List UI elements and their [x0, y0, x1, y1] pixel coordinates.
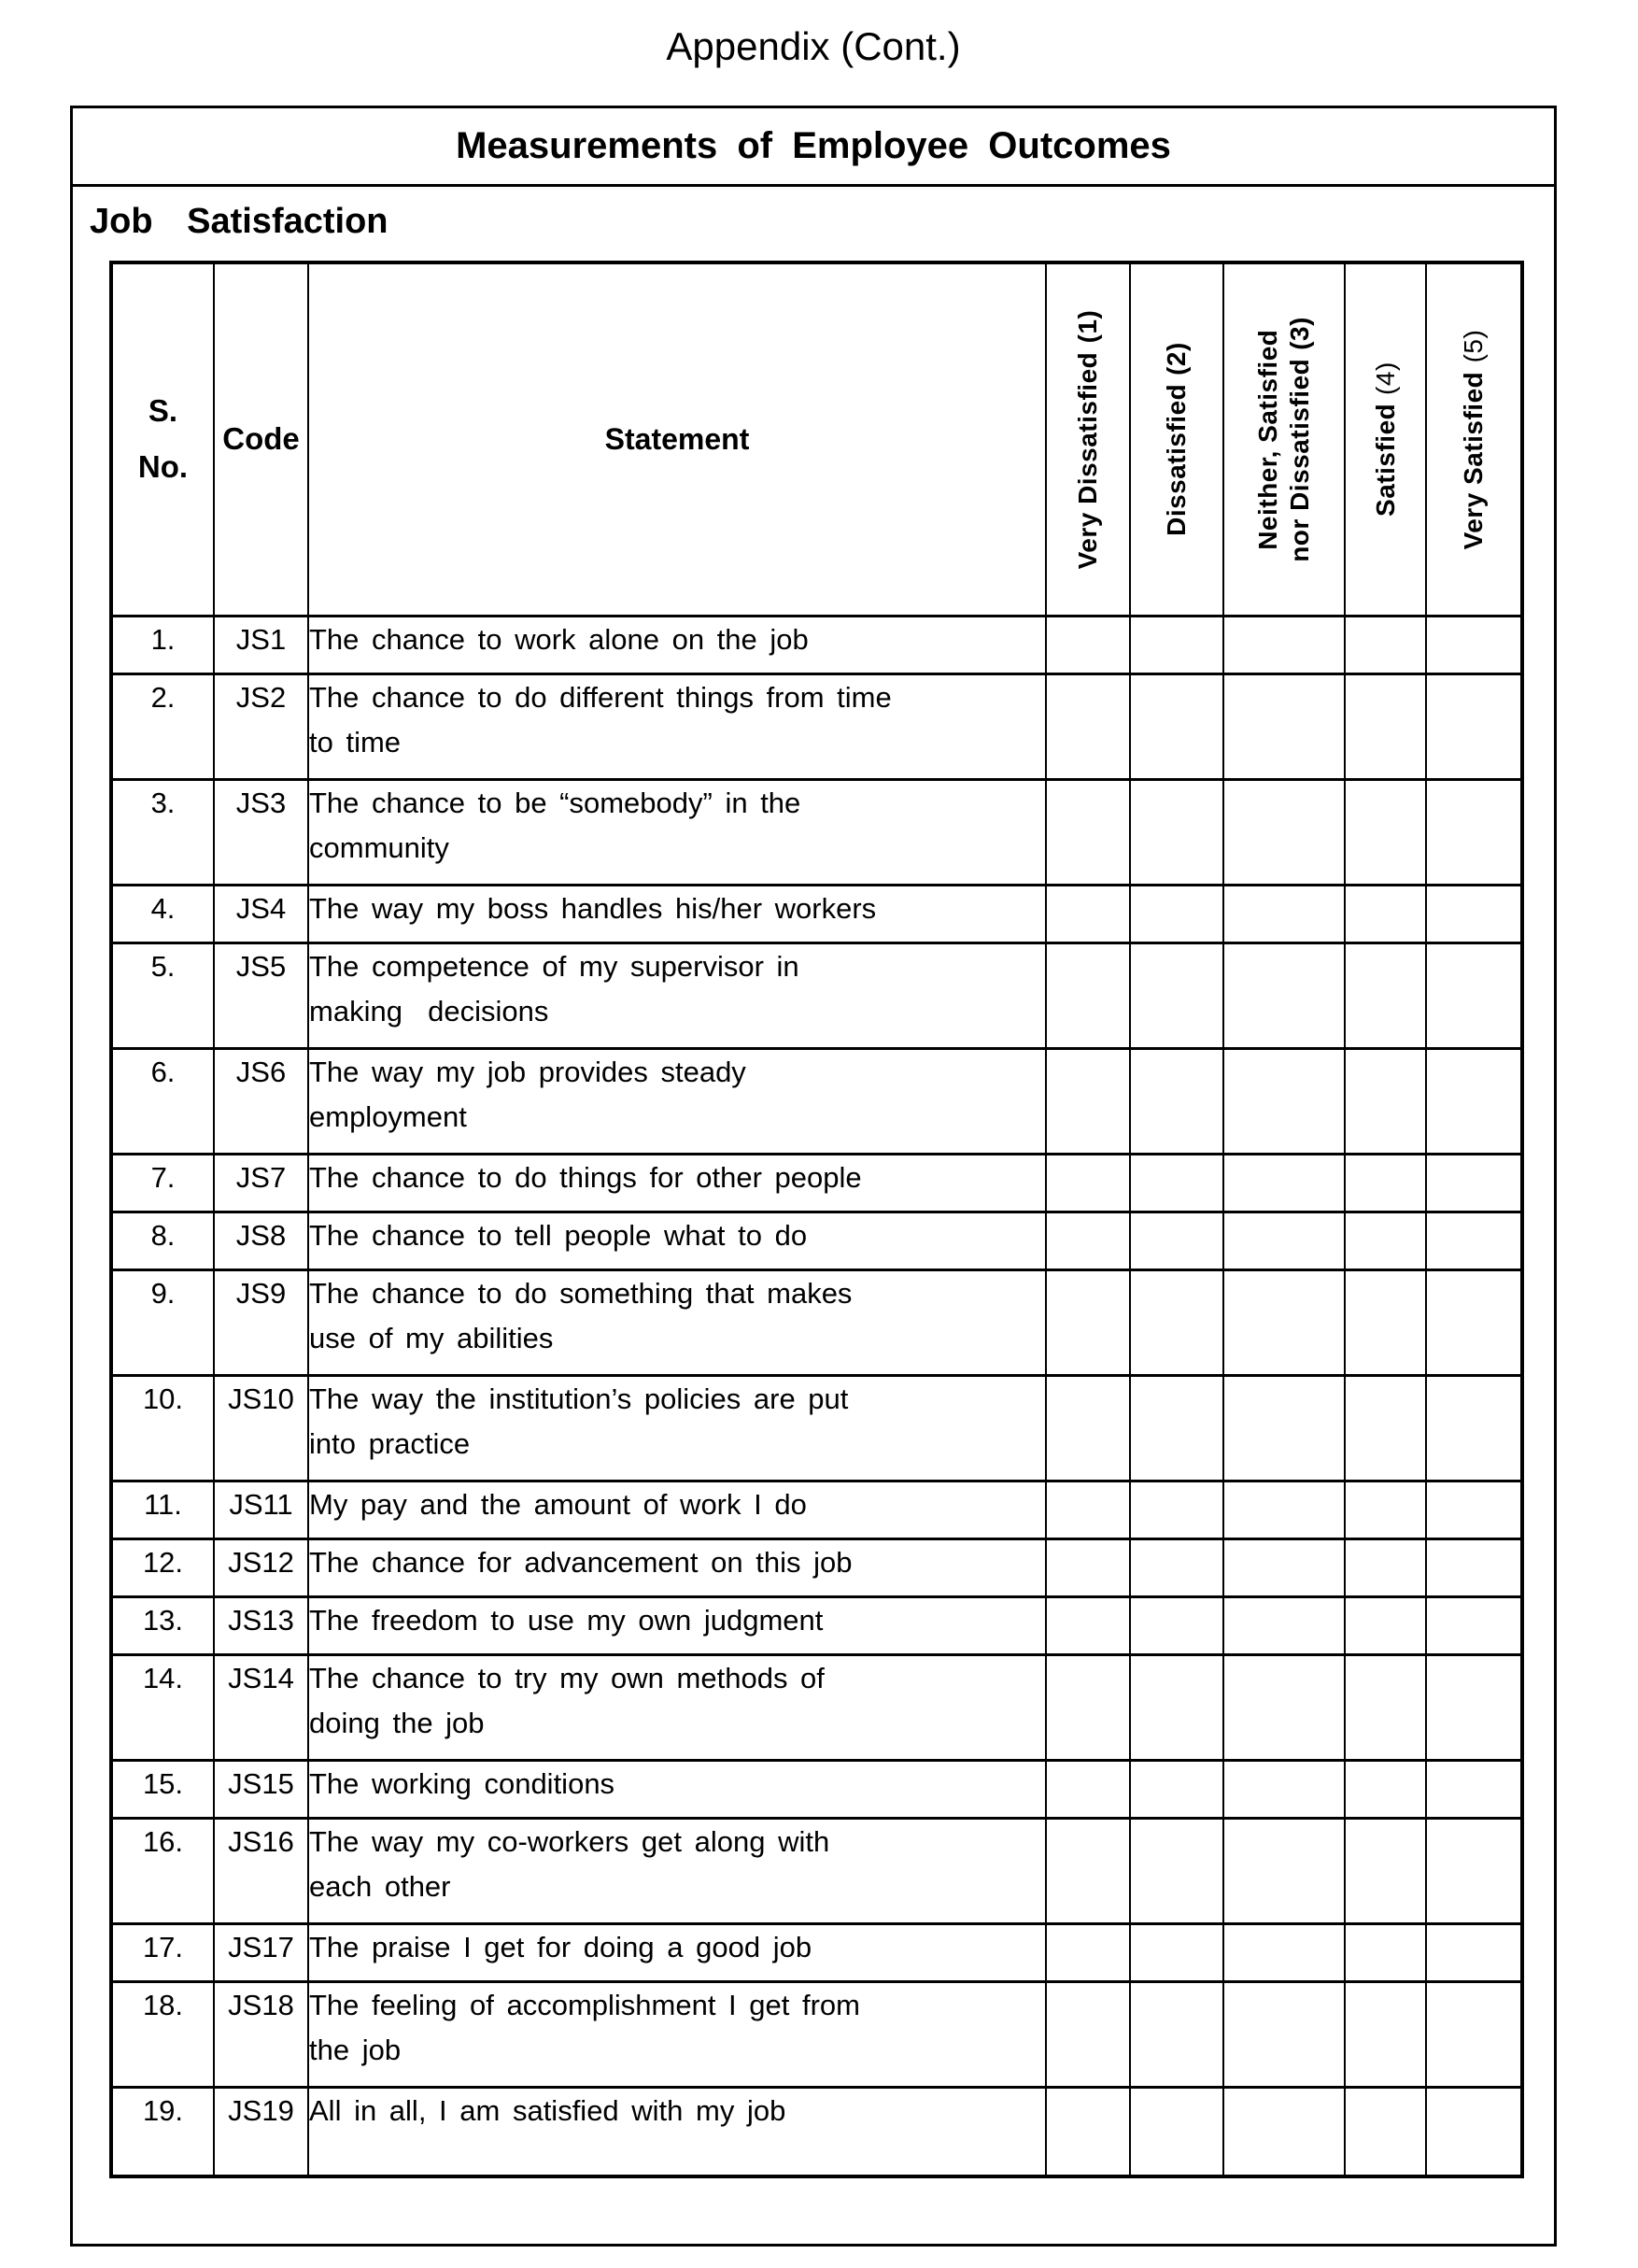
rating-cell [1130, 1654, 1223, 1760]
rating-cell [1130, 1154, 1223, 1212]
code-cell: JS17 [214, 1923, 308, 1981]
rotated-text-wrap: Very Dissatisfied(1) [1073, 309, 1102, 569]
table-row [111, 943, 1522, 1048]
code-cell: JS8 [214, 1212, 308, 1269]
sno-header-line1: S. [148, 393, 178, 429]
code-cell: JS2 [214, 673, 308, 779]
table-row [111, 779, 1522, 885]
rating-cell [1130, 885, 1223, 943]
rating-cell [1345, 1923, 1426, 1981]
table-row [111, 2087, 1522, 2176]
rating-cell [1046, 2087, 1130, 2176]
table-row [111, 1481, 1522, 1538]
rating-cell [1426, 943, 1522, 1048]
table-row [111, 1981, 1522, 2087]
rating-cell [1130, 1760, 1223, 1818]
statement-cell: The praise I get for doing a good job [308, 1923, 1046, 1981]
statement-cell: The chance to work alone on the job [308, 616, 1046, 673]
statement-cell: The chance to do different things from time to time [308, 673, 1046, 779]
rating-cell [1223, 1154, 1345, 1212]
rating-cell [1345, 1154, 1426, 1212]
statement-cell: The feeling of accomplishment I get from the job [308, 1981, 1046, 2087]
rating-cell [1426, 1481, 1522, 1538]
rating-cell [1046, 1212, 1130, 1269]
code-cell: JS5 [214, 943, 308, 1048]
rating-cell [1130, 1048, 1223, 1154]
rating-cell [1046, 1538, 1130, 1596]
code-cell: JS16 [214, 1818, 308, 1923]
rating-cell [1223, 779, 1345, 885]
table-row [111, 1923, 1522, 1981]
col-header-very-satisfied [1426, 262, 1522, 616]
rating-cell [1130, 1375, 1223, 1481]
rating-cell [1046, 885, 1130, 943]
sno-cell: 6. [111, 1048, 214, 1154]
rating-cell [1345, 2087, 1426, 2176]
rating-cell [1046, 1048, 1130, 1154]
rating-cell [1046, 1375, 1130, 1481]
rating-cell [1426, 1375, 1522, 1481]
rating-cell [1345, 1269, 1426, 1375]
code-cell: JS7 [214, 1154, 308, 1212]
rating-cell [1345, 1654, 1426, 1760]
rating-cell [1426, 1923, 1522, 1981]
sno-cell: 9. [111, 1269, 214, 1375]
rating-cell [1046, 1760, 1130, 1818]
col-header-sno [111, 262, 214, 616]
rating-cell [1223, 1981, 1345, 2087]
rating-cell [1345, 1048, 1426, 1154]
rating-cell [1426, 1269, 1522, 1375]
sno-cell: 14. [111, 1654, 214, 1760]
statement-cell: The chance to try my own methods of doing the job [308, 1654, 1046, 1760]
statement-cell: The chance for advancement on this job [308, 1538, 1046, 1596]
code-cell: JS15 [214, 1760, 308, 1818]
rating-cell [1223, 1760, 1345, 1818]
table-header-row [111, 262, 1522, 616]
col-header-dissatisfied [1130, 262, 1223, 616]
code-cell: JS9 [214, 1269, 308, 1375]
rating-cell [1130, 1481, 1223, 1538]
rating-cell [1426, 779, 1522, 885]
statement-cell: The way my boss handles his/her workers [308, 885, 1046, 943]
rating-cell [1046, 1154, 1130, 1212]
rating-cell [1046, 1818, 1130, 1923]
rating-cell [1130, 943, 1223, 1048]
rating-cell [1046, 1981, 1130, 2087]
col-header-satisfied [1345, 262, 1426, 616]
rating-cell [1345, 1760, 1426, 1818]
sno-cell: 11. [111, 1481, 214, 1538]
rating-cell [1130, 1538, 1223, 1596]
statement-cell: The competence of my supervisor in making decisions [308, 943, 1046, 1048]
table-row [111, 1269, 1522, 1375]
sno-cell: 12. [111, 1538, 214, 1596]
code-cell: JS4 [214, 885, 308, 943]
measurements-panel [70, 106, 1557, 2247]
rating-cell [1345, 1375, 1426, 1481]
table-row [111, 1212, 1522, 1269]
sno-cell: 19. [111, 2087, 214, 2176]
rating-cell [1046, 1596, 1130, 1654]
statement-cell: All in all, I am satisfied with my job [308, 2087, 1046, 2176]
page-heading: Appendix (Cont.) [666, 24, 961, 68]
rating-cell [1223, 1269, 1345, 1375]
sno-cell: 17. [111, 1923, 214, 1981]
rating-cell [1046, 779, 1130, 885]
table-row [111, 1154, 1522, 1212]
sno-cell: 8. [111, 1212, 214, 1269]
rating-cell [1223, 2087, 1345, 2176]
sno-cell: 3. [111, 779, 214, 885]
panel-title: Measurements of Employee Outcomes [73, 108, 1554, 187]
code-cell: JS19 [214, 2087, 308, 2176]
statement-cell: My pay and the amount of work I do [308, 1481, 1046, 1538]
sno-cell: 15. [111, 1760, 214, 1818]
rating-cell [1345, 673, 1426, 779]
rating-cell [1426, 1538, 1522, 1596]
rating-cell [1130, 1212, 1223, 1269]
rating-cell [1046, 616, 1130, 673]
rating-cell [1345, 943, 1426, 1048]
code-cell: JS18 [214, 1981, 308, 2087]
rating-cell [1046, 1481, 1130, 1538]
table-row [111, 1760, 1522, 1818]
sno-cell: 16. [111, 1818, 214, 1923]
col-header-statement: Statement [308, 262, 1046, 616]
rating-cell [1130, 2087, 1223, 2176]
col-header-neither [1223, 262, 1345, 616]
rating-cell [1223, 885, 1345, 943]
statement-cell: The chance to tell people what to do [308, 1212, 1046, 1269]
table-row [111, 1538, 1522, 1596]
rating-cell [1426, 1981, 1522, 2087]
rating-cell [1223, 1212, 1345, 1269]
sno-cell: 1. [111, 616, 214, 673]
rating-cell [1426, 1596, 1522, 1654]
rating-cell [1130, 1818, 1223, 1923]
code-cell: JS6 [214, 1048, 308, 1154]
rating-cell [1426, 1654, 1522, 1760]
sno-cell: 10. [111, 1375, 214, 1481]
statement-cell: The way my job provides steady employment [308, 1048, 1046, 1154]
rating-cell [1426, 2087, 1522, 2176]
sno-cell: 2. [111, 673, 214, 779]
rating-cell [1223, 1654, 1345, 1760]
statement-cell: The working conditions [308, 1760, 1046, 1818]
col-header-very-dissatisfied [1046, 262, 1130, 616]
rating-cell [1426, 673, 1522, 779]
rating-cell [1223, 1923, 1345, 1981]
section-heading-job-satisfaction: Job Satisfaction [90, 202, 388, 241]
rating-cell [1130, 1596, 1223, 1654]
code-cell: JS11 [214, 1481, 308, 1538]
rating-cell [1223, 673, 1345, 779]
rotated-text-wrap: Very Satisfied(5) [1459, 329, 1488, 549]
rotated-text-wrap: Neither, Satisfied nor Dissatisfied(3) [1253, 316, 1314, 562]
statement-cell: The way my co-workers get along with each other [308, 1818, 1046, 1923]
rotated-text-wrap: Satisfied(4) [1370, 361, 1400, 517]
table-row [111, 1654, 1522, 1760]
rating-cell [1426, 1760, 1522, 1818]
sno-header-line2: No. [137, 449, 189, 485]
rating-cell [1223, 1481, 1345, 1538]
sno-cell: 18. [111, 1981, 214, 2087]
code-cell: JS14 [214, 1654, 308, 1760]
rating-cell [1046, 1269, 1130, 1375]
statement-cell: The chance to be “somebody” in the community [308, 779, 1046, 885]
table-row [111, 1375, 1522, 1481]
rating-cell [1426, 1818, 1522, 1923]
col-header-code: Code [214, 262, 308, 616]
rating-cell [1345, 779, 1426, 885]
code-cell: JS10 [214, 1375, 308, 1481]
rating-cell [1223, 1375, 1345, 1481]
rating-cell [1130, 1923, 1223, 1981]
table-row [111, 1596, 1522, 1654]
code-cell: JS13 [214, 1596, 308, 1654]
rating-cell [1223, 616, 1345, 673]
rating-cell [1223, 1538, 1345, 1596]
job-satisfaction-table [109, 261, 1524, 2178]
code-cell: JS1 [214, 616, 308, 673]
statement-cell: The way the institution’s policies are put into practice [308, 1375, 1046, 1481]
statement-cell: The freedom to use my own judgment [308, 1596, 1046, 1654]
rating-cell [1130, 616, 1223, 673]
rating-cell [1426, 1048, 1522, 1154]
table-row [111, 1048, 1522, 1154]
rating-cell [1345, 1981, 1426, 2087]
rating-cell [1130, 1269, 1223, 1375]
table-row [111, 885, 1522, 943]
sno-cell: 13. [111, 1596, 214, 1654]
rating-cell [1130, 673, 1223, 779]
rating-cell [1046, 1654, 1130, 1760]
rating-cell [1345, 1818, 1426, 1923]
code-cell: JS12 [214, 1538, 308, 1596]
rating-cell [1345, 1481, 1426, 1538]
sno-cell: 5. [111, 943, 214, 1048]
rating-cell [1046, 673, 1130, 779]
table-row [111, 616, 1522, 673]
rating-cell [1345, 1596, 1426, 1654]
rating-cell [1345, 1212, 1426, 1269]
sno-cell: 7. [111, 1154, 214, 1212]
rating-cell [1223, 1818, 1345, 1923]
rating-cell [1223, 1596, 1345, 1654]
rating-cell [1130, 779, 1223, 885]
table-row [111, 673, 1522, 779]
rating-cell [1426, 1154, 1522, 1212]
rating-cell [1046, 943, 1130, 1048]
rating-cell [1345, 1538, 1426, 1596]
statement-cell: The chance to do things for other people [308, 1154, 1046, 1212]
rotated-text-wrap: Dissatisfied(2) [1162, 342, 1191, 537]
table-row [111, 1818, 1522, 1923]
rating-cell [1223, 1048, 1345, 1154]
rating-cell [1426, 1212, 1522, 1269]
rating-cell [1223, 943, 1345, 1048]
rating-cell [1046, 1923, 1130, 1981]
rating-cell [1345, 885, 1426, 943]
rating-cell [1426, 616, 1522, 673]
rating-cell [1345, 616, 1426, 673]
code-cell: JS3 [214, 779, 308, 885]
sno-cell: 4. [111, 885, 214, 943]
rating-cell [1426, 885, 1522, 943]
rating-cell [1130, 1981, 1223, 2087]
statement-cell: The chance to do something that makes use of my abilities [308, 1269, 1046, 1375]
